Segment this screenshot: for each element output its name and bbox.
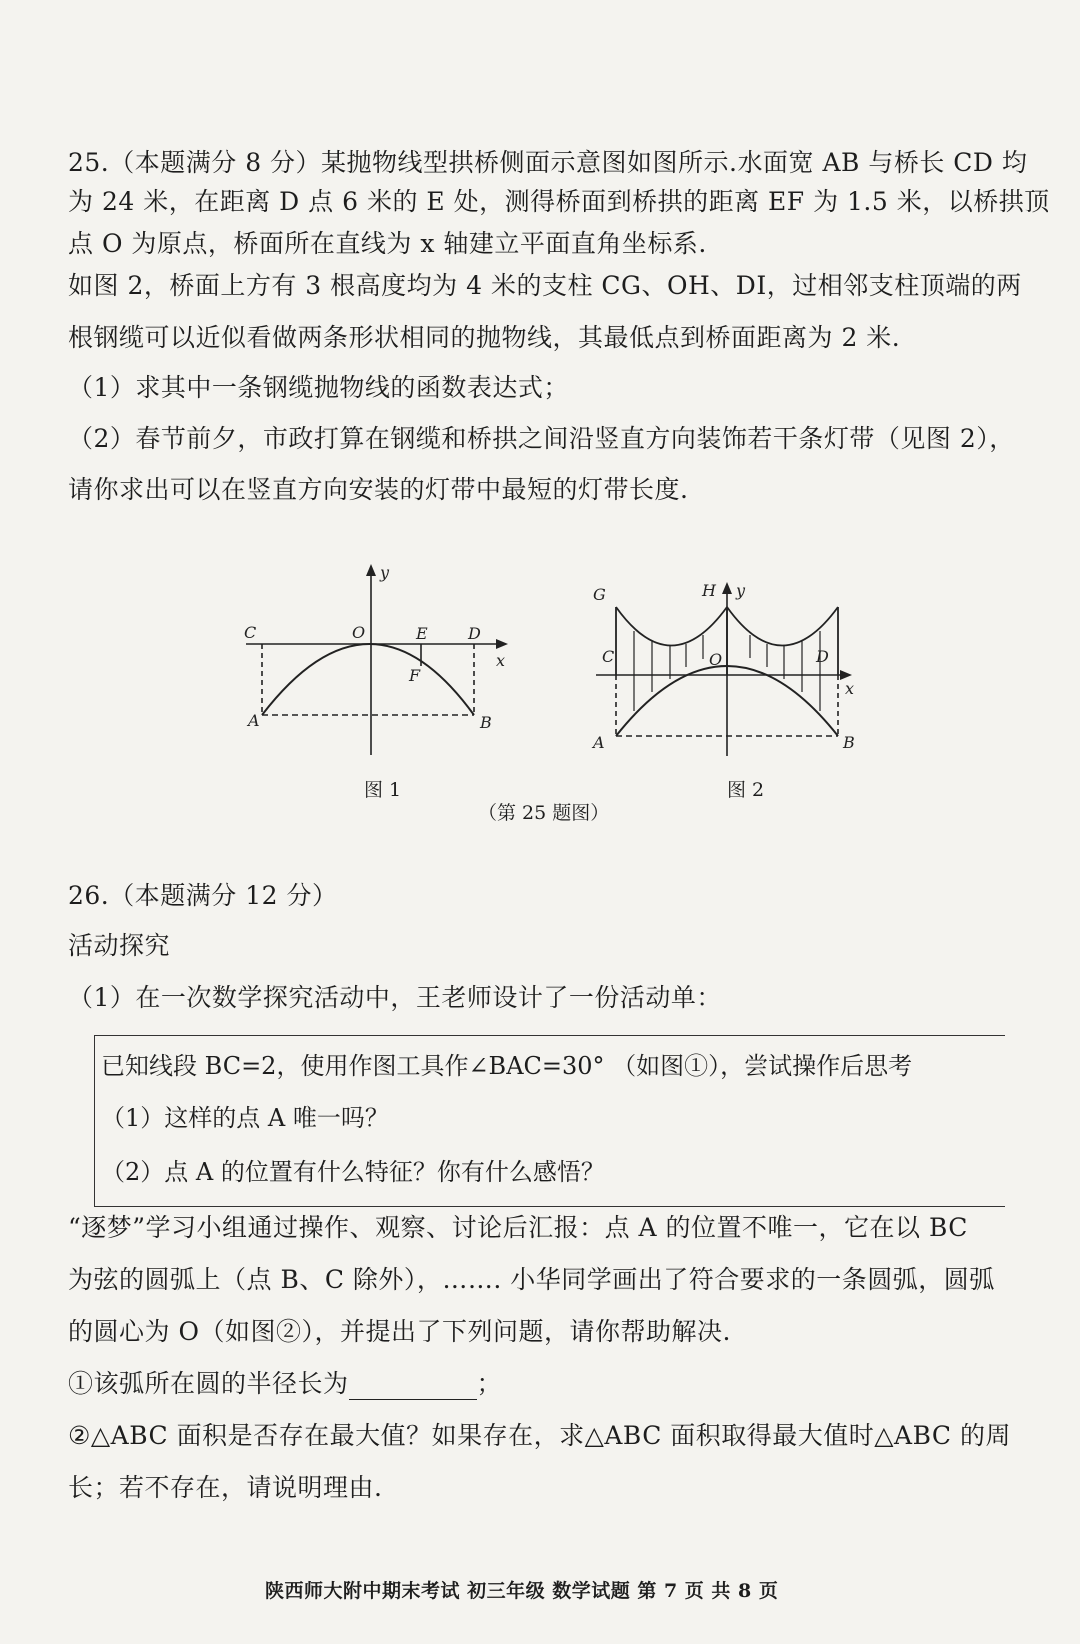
fig1-label-b: B — [480, 713, 492, 732]
fig2-label-y: y — [736, 581, 746, 600]
fig2-label-d: D — [816, 647, 829, 666]
fig1-label-x: x — [496, 651, 506, 670]
fig2-label-h: H — [702, 581, 716, 600]
figure-1 — [240, 560, 530, 764]
q26-header: 26.（本题满分 12 分） — [68, 881, 338, 910]
box-line-1: 已知线段 BC=2，使用作图工具作∠BAC=30° （如图①），尝试操作后思考 — [101, 1052, 913, 1080]
page-footer: 陕西师大附中期末考试 初三年级 数学试题 第 7 页 共 8 页 — [265, 1580, 779, 1602]
q26-question-1 — [68, 1368, 502, 1400]
fig2-label-b: B — [843, 733, 855, 752]
box-line-2: （1）这样的点 A 唯一吗？ — [101, 1104, 389, 1132]
q25-line-6: （1）求其中一条钢缆抛物线的函数表达式； — [68, 373, 569, 402]
fig1-label-a: A — [248, 711, 260, 730]
activity-box — [94, 1035, 1005, 1207]
q25-line-4: 如图 2，桥面上方有 3 根高度均为 4 米的支柱 CG、OH、DI，过相邻支柱顶端的两 — [68, 271, 1022, 300]
q25-line-2: 为 24 米，在距离 D 点 6 米的 E 处，测得桥面到桥拱的距离 EF 为 1.5 米，以桥拱顶 — [68, 187, 1050, 216]
q26-subtitle: 活动探究 — [68, 931, 171, 960]
fig2-label-c: C — [602, 647, 615, 666]
q25-line-7: （2）春节前夕，市政打算在钢缆和桥拱之间沿竖直方向装饰若干条灯带（见图 2）， — [68, 424, 1015, 453]
q26-question-2-line-1: ②△ABC 面积是否存在最大值？如果存在，求△ABC 面积取得最大值时△ABC 的周 — [68, 1421, 1011, 1450]
figure-2 — [590, 580, 880, 784]
box-line-3: （2）点 A 的位置有什么特征？你有什么感悟？ — [101, 1158, 605, 1186]
figure-1-caption: 图 1 — [364, 779, 402, 801]
q26-question-2-line-2: 长；若不存在，请说明理由. — [68, 1473, 383, 1502]
fig2-label-x: x — [845, 679, 855, 698]
fig1-label-e: E — [416, 624, 428, 643]
fig1-label-f: F — [409, 666, 421, 685]
q26-after-1: “逐梦”学习小组通过操作、观察、讨论后汇报：点 A 的位置不唯一，它在以 BC — [68, 1213, 968, 1242]
q26-question-1-suffix: ； — [476, 1369, 503, 1398]
answer-blank[interactable] — [349, 1375, 477, 1400]
fig1-label-c: C — [244, 623, 257, 642]
q25-line-8: 请你求出可以在竖直方向安装的灯带中最短的灯带长度. — [68, 475, 689, 504]
q26-after-3: 的圆心为 O（如图②），并提出了下列问题，请你帮助解决. — [68, 1317, 731, 1346]
q26-intro: （1）在一次数学探究活动中，王老师设计了一份活动单： — [68, 983, 722, 1012]
fig1-label-y: y — [380, 563, 390, 582]
q26-after-2: 为弦的圆弧上（点 B、C 除外），……. 小华同学画出了符合要求的一条圆弧，圆弧 — [68, 1265, 995, 1294]
fig1-label-o: O — [352, 623, 366, 642]
fig2-label-g: G — [593, 585, 606, 604]
q25-line-3: 点 O 为原点，桥面所在直线为 x 轴建立平面直角坐标系. — [68, 229, 707, 258]
q25-line-5: 根钢缆可以近似看做两条形状相同的抛物线，其最低点到桥面距离为 2 米. — [68, 323, 901, 352]
q25-line-1: 25.（本题满分 8 分）某抛物线型拱桥侧面示意图如图所示.水面宽 AB 与桥长 CD 均 — [68, 148, 1028, 177]
figure-2-caption: 图 2 — [727, 779, 765, 801]
q26-question-1-text: ①该弧所在圆的半径长为 — [68, 1369, 349, 1398]
fig1-label-d: D — [468, 624, 481, 643]
fig2-label-o: O — [709, 650, 723, 669]
fig2-label-a: A — [593, 733, 605, 752]
q25-figure-caption: （第 25 题图） — [478, 802, 610, 824]
